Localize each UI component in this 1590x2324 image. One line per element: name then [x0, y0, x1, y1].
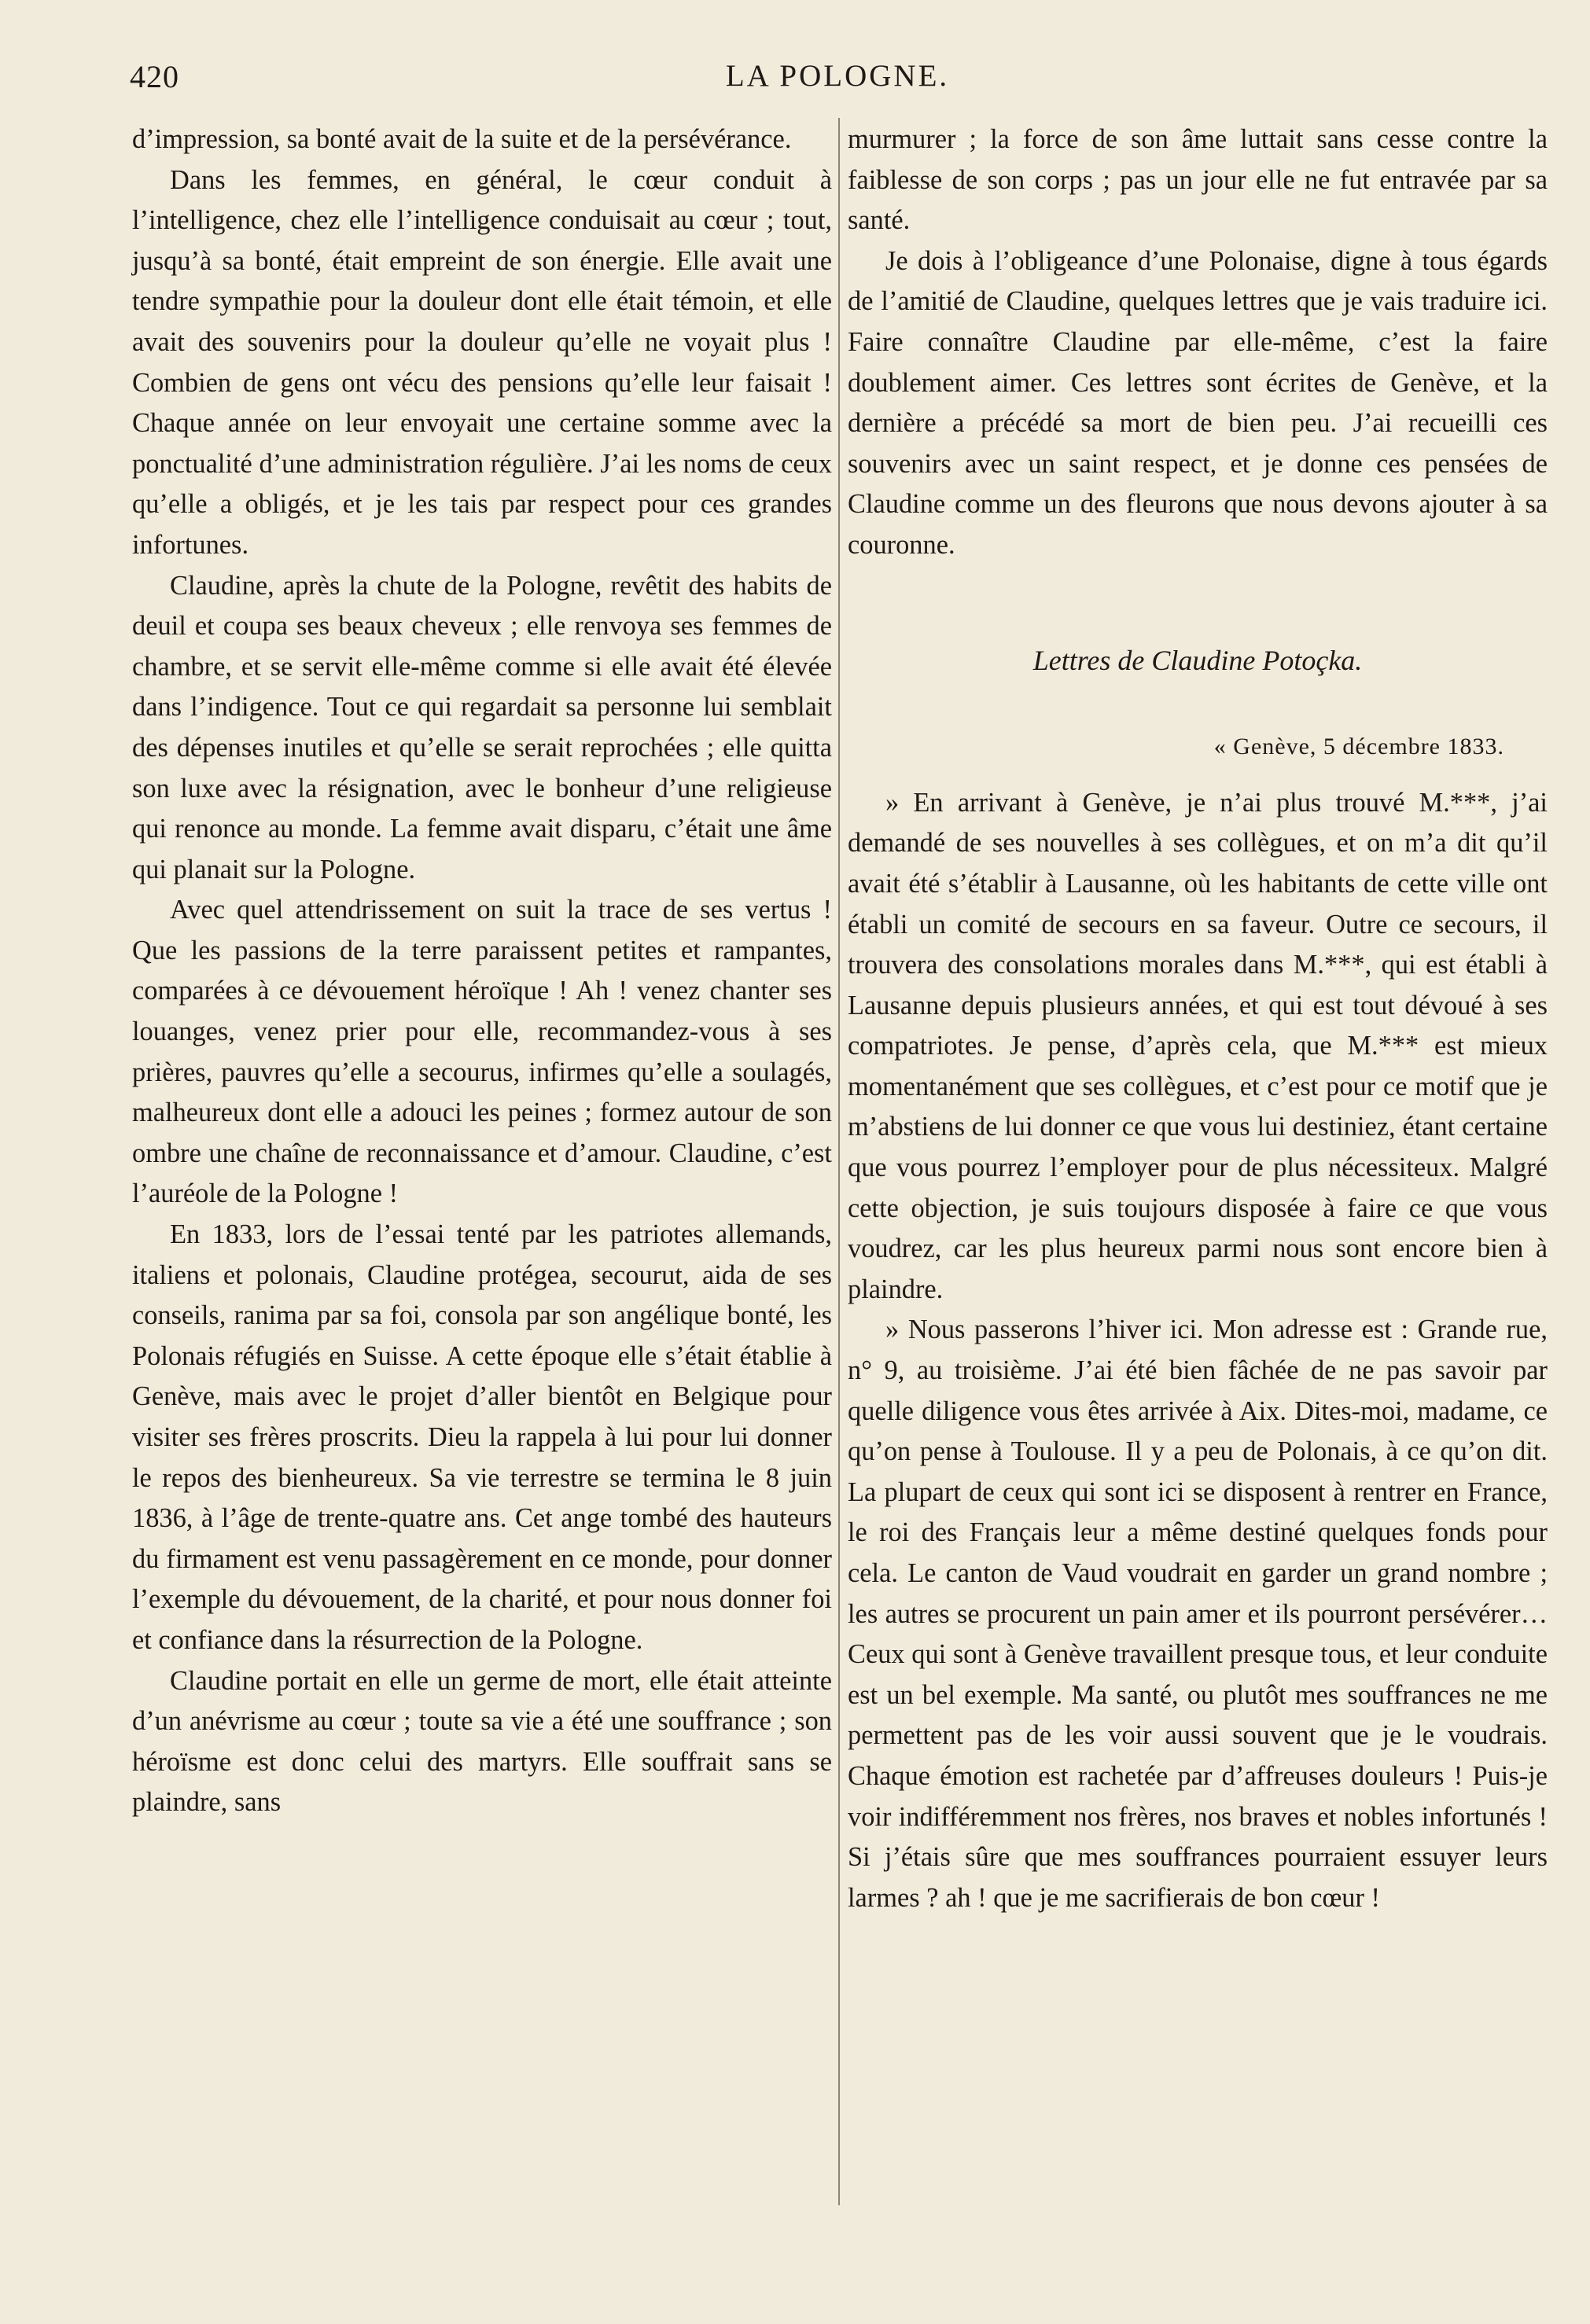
left-column — [132, 120, 832, 1823]
letter-paragraph: » En arrivant à Genève, je n’ai plus trouvé M.***, j’ai demandé de ses nouvelles à ses collègues, et on m’a dit qu’il avait été s’établir à Lausanne, où les habitants de cette ville ont établi un comité de secours en sa faveur. Outre ce secours, il trouvera des consolations morales dans M.***, qui est établi à Lausanne depuis plusieurs années, et qui est tout dévoué à ses compatriotes. Je pense, d’après cela, que M.*** est mieux momentanément que ses collègues, et c’est pour ce motif que je m’abstiens de lui donner ce que vous lui destiniez, étant certaine que vous pourrez l’employer pour de plus nécessiteux. Malgré cette objection, je suis toujours disposée à faire ce que vous voudrez, car les plus heureux parmi nous sont encore bien à plaindre. — [848, 787, 1548, 1304]
page-header — [130, 58, 1545, 105]
page-number: 420 — [130, 59, 179, 94]
letter-title: Lettres de Claudine Potoçka. — [1032, 644, 1363, 676]
paragraph: d’impression, sa bonté avait de la suite et de la persévérance. — [132, 124, 792, 154]
paragraph: murmurer ; la force de son âme luttait sans cesse contre la faiblesse de son corps ; pas un jour elle ne fut entravée par sa santé. — [848, 124, 1548, 236]
running-head: LA POLOGNE. — [725, 59, 950, 93]
letter-dateline: « Genève, 5 décembre 1833. — [1213, 734, 1504, 760]
paragraph: Avec quel attendrissement on suit la trace de ses vertus ! Que les passions de la terre paraissent petites et rampantes, comparées à ce dévouement héroïque ! Ah ! venez chanter ses louanges, venez prier pour elle, recommandez-vous à ses prières, pauvres qu’elle a secourus, infirmes qu’elle a soulagés, malheureux dont elle a adouci les peines ; formez autour de son ombre une chaîne de reconnaissance et d’amour. Claudine, c’est l’auréole de la Pologne ! — [132, 895, 832, 1209]
letter-paragraph: » Nous passerons l’hiver ici. Mon adresse est : Grande rue, n° 9, au troisième. J’ai été bien fâchée de ne pas savoir par quelle diligence vous êtes arrivée à Aix. Dites-moi, madame, ce qu’on pense à Toulouse. Il y a peu de Polonais, à ce qu’on dit. La plupart de ceux qui sont ici se disposent à rentrer en France, le roi des Français leur a même destiné quelques fonds pour cela. Le canton de Vaud voudrait en garder un grand nombre ; les autres se procurent un pain amer et ils pourront persévérer… Ceux qui sont à Genève travaillent presque tous, et leur conduite est un bel exemple. Ma santé, ou plutôt mes souffrances ne me permettent pas de les voir aussi souvent que je le voudrais. Chaque émotion est rachetée par d’affreuses douleurs ! Puis-je voir indifféremment nos frères, nos braves et nobles infortunés ! Si j’étais sûre que mes souffrances pourraient essuyer leurs larmes ? ah ! que je me sacrifierais de bon cœur ! — [848, 1315, 1548, 1913]
paragraph: Claudine, après la chute de la Pologne, revêtit des habits de deuil et coupa ses beaux cheveux ; elle renvoya ses femmes de chambre, et se servit elle-même comme si elle avait été élevée dans l’indigence. Tout ce qui regardait sa personne lui semblait des dépenses inutiles et qu’elle se serait reprochées ; elle quitta son luxe avec la résignation, avec le bonheur d’une religieuse qui renonce au monde. La femme avait disparu, c’était une âme qui planait sur la Pologne. — [132, 570, 832, 884]
paragraph: En 1833, lors de l’essai tenté par les patriotes allemands, italiens et polonais, Claudine protégea, secourut, aida de ses conseils, ranima par sa foi, consola par son angélique bonté, les Polonais réfugiés en Suisse. A cette époque elle s’était établie à Genève, mais avec le projet d’aller bientôt en Belgique pour visiter ses frères proscrits. Dieu la rappela à lui pour lui donner le repos des bienheureux. Sa vie terrestre se termina le 8 juin 1836, à l’âge de trente-quatre ans. Cet ange tombé des hauteurs du firmament est venu passagèrement en ce monde, pour donner l’exemple du dévouement, de la charité, et pour nous donner foi et confiance dans la résurrection de la Pologne. — [132, 1219, 832, 1655]
paragraph: Dans les femmes, en général, le cœur conduit à l’intelligence, chez elle l’intelligence conduisait au cœur ; tout, jusqu’à sa bonté, était empreint de son énergie. Elle avait une tendre sympathie pour la douleur dont elle était témoin, et elle avait des souvenirs pour la douleur qu’elle ne voyait plus ! Combien de gens ont vécu des pensions qu’elle leur faisait ! Chaque année on leur envoyait une certaine somme avec la ponctualité d’une administration régulière. J’ai les noms de ceux qu’elle a obligés, et je les tais par respect pour ces grandes infortunes. — [132, 164, 832, 560]
column-divider — [838, 118, 840, 2205]
paragraph: Je dois à l’obligeance d’une Polonaise, digne à tous égards de l’amitié de Claudine, quelques lettres que je vais traduire ici. Faire connaître Claudine par elle-même, c’est la faire doublement aimer. Ces lettres sont écrites de Genève, et la dernière a précédé sa mort de bien peu. J’ai recueilli ces souvenirs avec un saint respect, et je donne ces pensées de Claudine comme un des fleurons que nous devons ajouter à sa couronne. — [848, 245, 1548, 560]
right-column — [848, 120, 1548, 1918]
paragraph: Claudine portait en elle un germe de mort, elle était atteinte d’un anévrisme au cœur ; toute sa vie a été une souffrance ; son héroïsme est donc celui des martyrs. Elle souffrait sans se plaindre, sans — [132, 1665, 832, 1818]
